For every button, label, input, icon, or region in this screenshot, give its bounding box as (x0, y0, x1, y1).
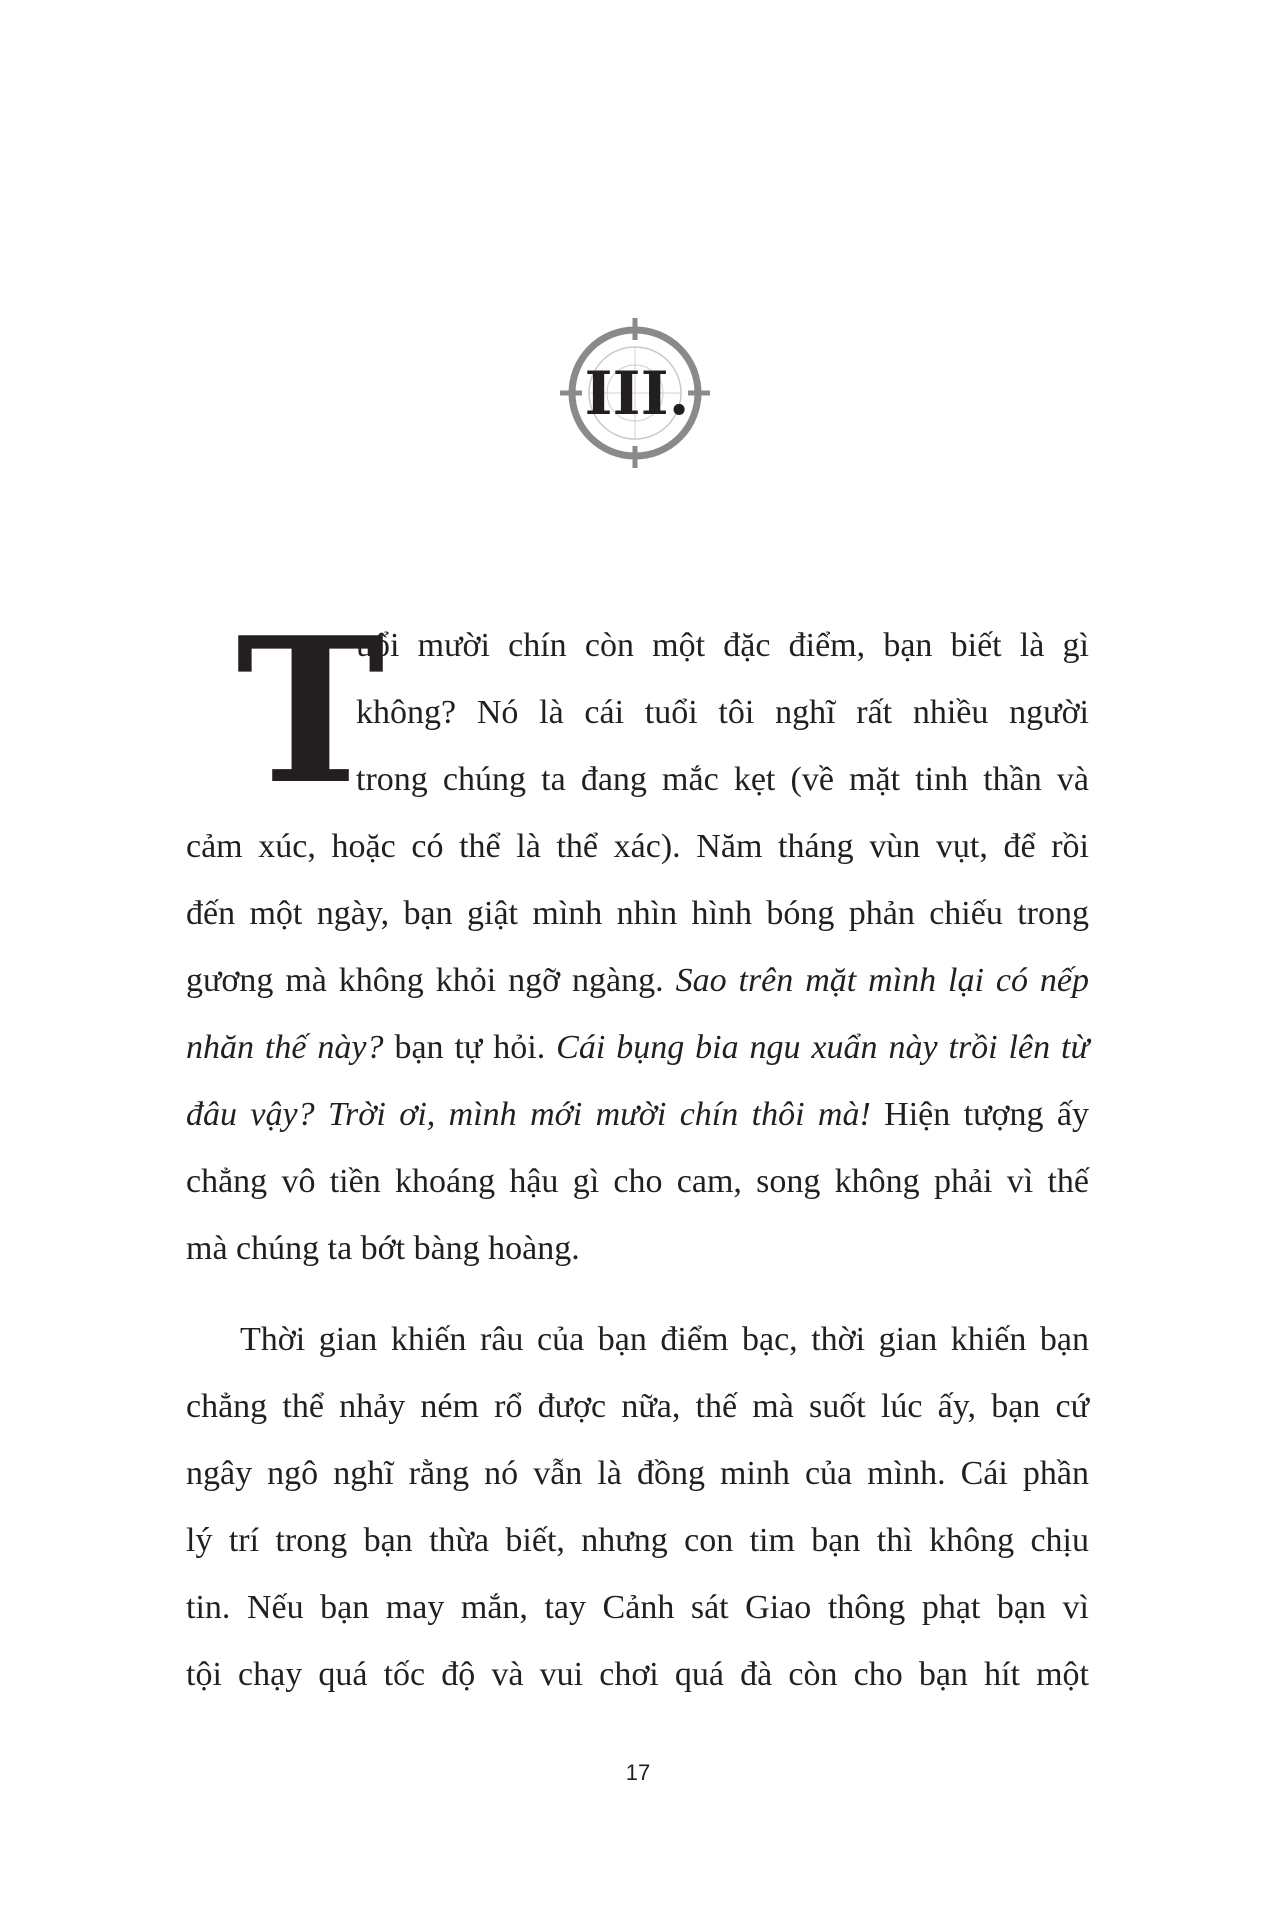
body-text (186, 594, 1090, 1708)
text-line: tội chạy quá tốc độ và vui chơi quá đà còn cho bạn hít một (186, 1656, 1089, 1693)
text-line: ngây ngô nghĩ rằng nó vẫn là đồng minh của mình. Cái phần (186, 1455, 1089, 1492)
chapter-number: III. (584, 359, 690, 429)
text-line: tin. Nếu bạn may mắn, tay Cảnh sát Giao thông phạt bạn vì (186, 1589, 1089, 1626)
italic-thought: đâu vậy? Trời ơi, mình mới mười chín thôi mà! (186, 1096, 871, 1133)
text-segment: gương mà không khỏi ngỡ ngàng. (186, 962, 664, 999)
page-number: 17 (625, 1760, 651, 1785)
paragraph-1 (186, 594, 1090, 1282)
text-line: uổi mười chín còn một đặc điểm, bạn biết là gì (356, 627, 1089, 664)
italic-thought: Cái bụng bia ngu xuẩn này trồi lên từ (556, 1029, 1090, 1066)
text-line (186, 1014, 1089, 1081)
text-line: đến một ngày, bạn giật mình nhìn hình bóng phản chiếu trong (186, 895, 1089, 932)
text-line (186, 947, 1089, 1014)
chapter-emblem (560, 318, 710, 468)
text-line: cảm xúc, hoặc có thể là thể xác). Năm tháng vùn vụt, để rồi (186, 828, 1089, 865)
paragraph-2 (186, 1306, 1089, 1708)
text-line (186, 1081, 1089, 1148)
italic-thought: Sao trên mặt mình lại có nếp (675, 962, 1089, 999)
text-line: chẳng vô tiền khoáng hậu gì cho cam, song không phải vì thế (186, 1163, 1089, 1200)
text-line: Thời gian khiến râu của bạn điểm bạc, thời gian khiến bạn (240, 1321, 1089, 1358)
italic-thought: nhăn thế này? (186, 1029, 384, 1066)
text-line: không? Nó là cái tuổi tôi nghĩ rất nhiều người (356, 694, 1089, 731)
text-line: chẳng thể nhảy ném rổ được nữa, thế mà suốt lúc ấy, bạn cứ (186, 1388, 1089, 1425)
text-line: mà chúng ta bớt bàng hoàng. (186, 1230, 580, 1267)
paragraph-spacer (186, 1282, 1089, 1306)
text-line: trong chúng ta đang mắc kẹt (về mặt tinh thần và (356, 761, 1089, 798)
text-line: lý trí trong bạn thừa biết, nhưng con tim bạn thì không chịu (186, 1522, 1089, 1559)
text-segment: bạn tự hỏi. (394, 1029, 546, 1066)
text-segment: Hiện tượng ấy (884, 1096, 1089, 1133)
drop-cap: T (236, 594, 385, 829)
